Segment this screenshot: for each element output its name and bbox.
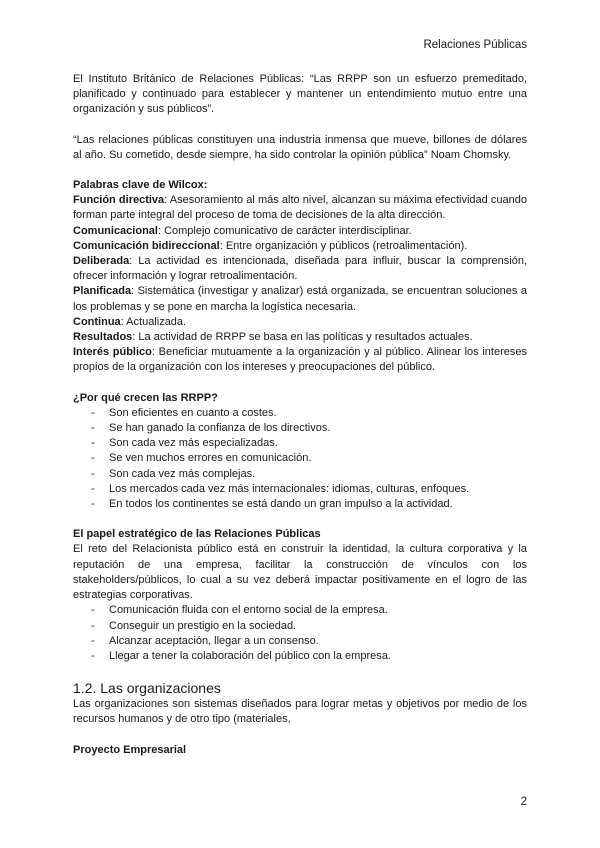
wilcox-item bbox=[73, 224, 527, 239]
wilcox-definition: : La actividad de RRPP se basa en las políticas y resultados actuales. bbox=[132, 331, 473, 344]
list-item: - Se han ganado la confianza de los directivos. bbox=[73, 421, 527, 436]
wilcox-item bbox=[73, 330, 527, 345]
project-heading: Proyecto Empresarial bbox=[73, 743, 187, 756]
wilcox-item bbox=[73, 284, 527, 314]
wilcox-term: Función directiva bbox=[73, 194, 165, 207]
wilcox-item bbox=[73, 345, 527, 375]
wilcox-definition: : Complejo comunicativo de carácter interdisciplinar. bbox=[157, 224, 412, 237]
list-item: - Los mercados cada vez más internacionales: idiomas, culturas, enfoques. bbox=[73, 482, 527, 497]
strategic-paragraph: El reto del Relacionista público está en construir la identidad, la cultura corporativa y la reputación de una empresa, facilitar la construcción de vínculos con los stakeholders/públicos, lo cual a su vez deberá impactar positivamente en el logro de las estrategias corporativas. bbox=[73, 543, 527, 602]
wilcox-term: Interés público bbox=[73, 346, 152, 359]
list-item: - Son cada vez más complejas. bbox=[73, 467, 527, 482]
page-number: 2 bbox=[520, 796, 527, 808]
organizations-heading: 1.2. Las organizaciones bbox=[73, 680, 221, 697]
list-item: - Son eficientes en cuanto a costes. bbox=[73, 406, 527, 421]
why-heading: ¿Por qué crecen las RRPP? bbox=[73, 391, 218, 404]
page-content bbox=[73, 72, 527, 758]
strategic-list bbox=[73, 603, 527, 664]
wilcox-heading: Palabras clave de Wilcox: bbox=[73, 179, 208, 192]
wilcox-term: Planificada bbox=[73, 285, 132, 298]
list-item: - Llegar a tener la colaboración del público con la empresa. bbox=[73, 649, 527, 664]
list-item: - Son cada vez más especializadas. bbox=[73, 436, 527, 451]
running-header: Relaciones Públicas bbox=[423, 39, 527, 51]
wilcox-item bbox=[73, 239, 527, 254]
wilcox-keywords-list bbox=[73, 193, 527, 375]
wilcox-definition: : Actualizada. bbox=[120, 315, 187, 328]
wilcox-definition: : Asesoramiento al más alto nivel, alcanzan su máxima efectividad cuando forman parte integral del proceso de toma de decisiones de la alta dirección. bbox=[73, 194, 528, 222]
intro-paragraph: El Instituto Británico de Relaciones Públicas: “Las RRPP son un esfuerzo premeditado, planificado y continuado para establecer y mantener un entendimiento mutuo entre una organización y sus públicos”. bbox=[73, 73, 527, 116]
list-item: - Se ven muchos errores en comunicación. bbox=[73, 451, 527, 466]
wilcox-definition: : La actividad es intencionada, diseñada para influir, buscar la comprensión, ofrecer información y lograr retroalimentación. bbox=[73, 255, 527, 283]
wilcox-term: Comunicacional bbox=[73, 224, 158, 237]
wilcox-item bbox=[73, 193, 527, 223]
wilcox-definition: : Beneficiar mutuamente a la organización y al público. Alinear los intereses propios de la organización con los intereses y preocupaciones del público. bbox=[73, 346, 527, 374]
list-item: - Alcanzar aceptación, llegar a un consenso. bbox=[73, 634, 527, 649]
wilcox-definition: : Sistemática (investigar y analizar) está organizada, se encuentran soluciones a los problemas y se pone en marcha la logística necesaria. bbox=[73, 285, 527, 313]
list-item: - Comunicación fluida con el entorno social de la empresa. bbox=[73, 603, 527, 618]
wilcox-term: Resultados bbox=[73, 331, 133, 344]
list-item: - Conseguir un prestigio en la sociedad. bbox=[73, 619, 527, 634]
wilcox-term: Comunicación bidireccional bbox=[73, 239, 220, 252]
strategic-heading: El papel estratégico de las Relaciones Públicas bbox=[73, 528, 321, 541]
wilcox-definition: : Entre organización y públicos (retroalimentación). bbox=[219, 239, 468, 252]
wilcox-term: Deliberada bbox=[73, 255, 130, 268]
list-item: - En todos los continentes se está dando un gran impulso a la actividad. bbox=[73, 497, 527, 512]
wilcox-term: Continua bbox=[73, 315, 121, 328]
wilcox-item bbox=[73, 315, 527, 330]
organizations-paragraph: Las organizaciones son sistemas diseñados para lograr metas y objetivos por medio de los recursos humanos y de otro tipo (materiales, bbox=[73, 698, 527, 726]
wilcox-item bbox=[73, 254, 527, 284]
why-list bbox=[73, 406, 527, 512]
chomsky-quote-paragraph: “Las relaciones públicas constituyen una industria inmensa que mueve, billones de dólares al año. Su cometido, desde siempre, ha sido controlar la opinión pública” Noam Chomsky. bbox=[73, 133, 527, 161]
